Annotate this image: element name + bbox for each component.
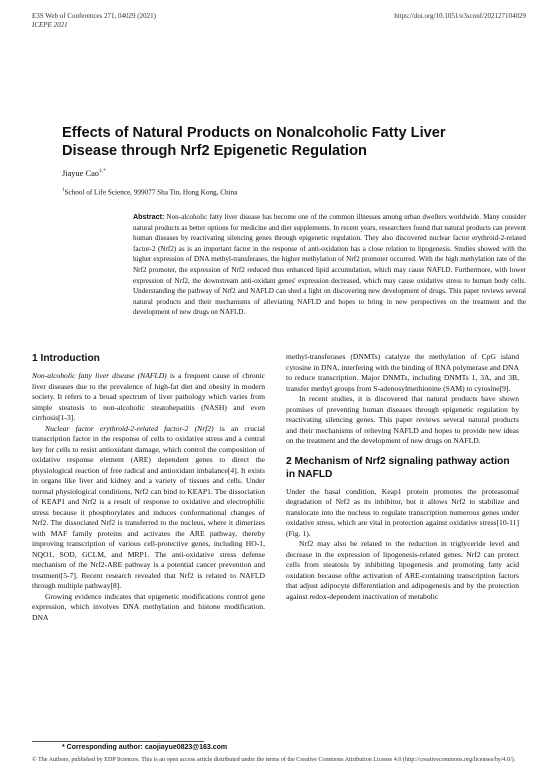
intro-paragraph-1-text: is a frequent cause of chronic liver diseases due to the prevalence of high-fat diet and obesity in modern society. It refers to a broad spectrum of liver pathology which varies from simple steatosis to non-alcoholic steatohepatitis (NASH) and even cirrhosis[1-3]. bbox=[32, 371, 265, 422]
affiliation-superscript: 1 bbox=[62, 188, 65, 193]
footnote-divider bbox=[32, 741, 204, 742]
section-heading-introduction: 1 Introduction bbox=[32, 353, 100, 364]
nafld-term: Non-alcoholic fatty liver disease (NAFLD) bbox=[32, 371, 167, 380]
section-heading-mechanism: 2 Mechanism of Nrf2 signaling pathway action in NAFLD bbox=[286, 455, 510, 480]
intro-paragraph-3: Growing evidence indicates that epigenetic modifications control gene expression, which involves DNA methylation and histone modification. DNA bbox=[32, 591, 265, 622]
affiliation-text: School of Life Science, 999077 Sha Tin, Hong Kong, China bbox=[64, 188, 238, 197]
affiliation bbox=[62, 188, 237, 196]
intro-paragraph-3-continued: methyl-transferases (DNMTs) catalyze the methylation of CpG island cytosine in DNA, interfering with the binding of RNA polymerase and DNA to reduce transcription. Major DNMTs, including DNMTs 1, 3A, and 3B, transfer methyl groups from S-adenosylmethionine (SAM) to cytosine[9]. bbox=[286, 352, 519, 393]
right-column bbox=[286, 352, 519, 602]
abstract-text: Non-alcoholic fatty liver disease has become one of the common illnesses among urban dwellers worldwide. Many consider natural products as better options for medicine and diet supplements. In recent years, researchers found that natural products can prevent human diseases by reactivating silencing genes through epigenetic regulation. They also discovered nuclear factor erythroid-2-related factor-2 (Nrf2) as is an important factor in the response of anti-oxidation has a close relation to lipogenesis. Studies showed with the higher expression of DNA methyl-transferases, the higher methylation of Nrf2 promoter occurred. With the high methylation rate of the Nrf2 promoter, the expression of Nrf2 reduced thus enhanced lipid accumulation, which may cause NAFLD. Furthermore, with lower expression of Nrf2, the downstream anti-oxidant genes' expression decreased, which may cause oxidative stress to human body cells. Understanding the pathway of Nrf2 and NAFLD can shed a light on discovering new development of drugs. This paper reviews several natural products and their mechanisms of alleviating NAFLD and hopes to bring in new perspectives on the treatment and the development of new drugs on NAFLD. bbox=[133, 213, 526, 317]
left-column bbox=[32, 352, 265, 623]
author-superscript: 1,* bbox=[98, 168, 106, 174]
doi-link[interactable]: https://doi.org/10.1051/e3sconf/202127104029 bbox=[394, 12, 526, 20]
intro-paragraph-1 bbox=[32, 371, 265, 424]
nrf2-term: Nuclear factor erythroid-2-related factor-2 (Nrf2) bbox=[45, 423, 214, 433]
intro-paragraph-2 bbox=[32, 424, 265, 592]
journal-citation: E3S Web of Conferences 271, 04029 (2021) bbox=[32, 12, 156, 20]
abstract-label: Abstract: bbox=[133, 213, 165, 221]
mechanism-paragraph-2: Nrf2 may also be related to the reduction in triglyceride level and decrease in the expression of lipogenesis-related genes. Nrf2 can protect cells from steatosis by inhibiting lipogenesis and promoting fatty acid oxidation because ofthe activation of ARE-containing transcription factors that adjust adipocyte differentiation and adipogenesis and by the protection against redox-dependent inactivation of metabolic bbox=[286, 539, 519, 601]
conference-name: ICEPE 2021 bbox=[32, 21, 68, 29]
mechanism-paragraph-1: Under the basal condition, Keap1 protein promotes the proteasomal degradation of Nrf2 as its inhibitor, but it allows Nrf2 to stabilize and translocate into the nucleus to regulate transcription numerous genes under oxidative stress, which are vital in protection against oxidative stress[10-11](Fig. 1). bbox=[286, 486, 519, 538]
corresponding-author-footnote: * Corresponding author: caojiayue0823@163.com bbox=[62, 744, 228, 751]
paper-title: Effects of Natural Products on Nonalcoholic Fatty Liver Disease through Nrf2 Epigenetic Regulation bbox=[62, 125, 446, 159]
license-notice: © The Authors, published by EDP Sciences. This is an open access article distributed under the terms of the Creative Commons Attribution License 4.0 (http://creativecommons.org/licenses/by/4.0/). bbox=[32, 757, 516, 763]
abstract-block bbox=[133, 212, 526, 318]
intro-paragraph-2-text: is an crucial transcription factor in the response of cells to oxidative stress and a central key for cells to resist antioxidant damage, which control the composition of oxidative response element (ARE) dependent genes to direct the physiological reaction of free radical and antioxidant imbalance[4]. It exists in organs like liver and kidney and a variety of tissues and cells. Under normal physiological conditions, Nrf2 can bind to KEAP1. The dissociation of KEAP1 and Nrf2 is a result of response to oxidative and electrophilic stress because it phosphorylates and induces conformational changes of Nrf2. The dissociated Nrf2 is transferred to the nucleus, where it dimerizes with MAF family proteins and activates the ARE pathway, thereby improving transcription of various cell-protective genes, including HO-1, NQO1, SOD, GCLM, and MRP1. The anti-oxidative stress defense mechanism of the Nrf2-ARE pathway is a potential cancer prevention and treatment[5-7]. Recent research revealed that Nrf2 is related to NAFLD through multiple pathway[8]. bbox=[32, 423, 265, 590]
intro-paragraph-4: In recent studies, it is discovered that natural products have shown promises of preventing human diseases through epigenetic regulation by reactivating silencing genes. This paper reviews several natural products and their mechanisms of relieving NAFLD and hopes to provide new ideas on the treatment and the development of new drugs on NAFLD. bbox=[286, 394, 519, 445]
author-name: Jiayue Cao bbox=[62, 168, 99, 178]
author-line bbox=[62, 168, 106, 178]
